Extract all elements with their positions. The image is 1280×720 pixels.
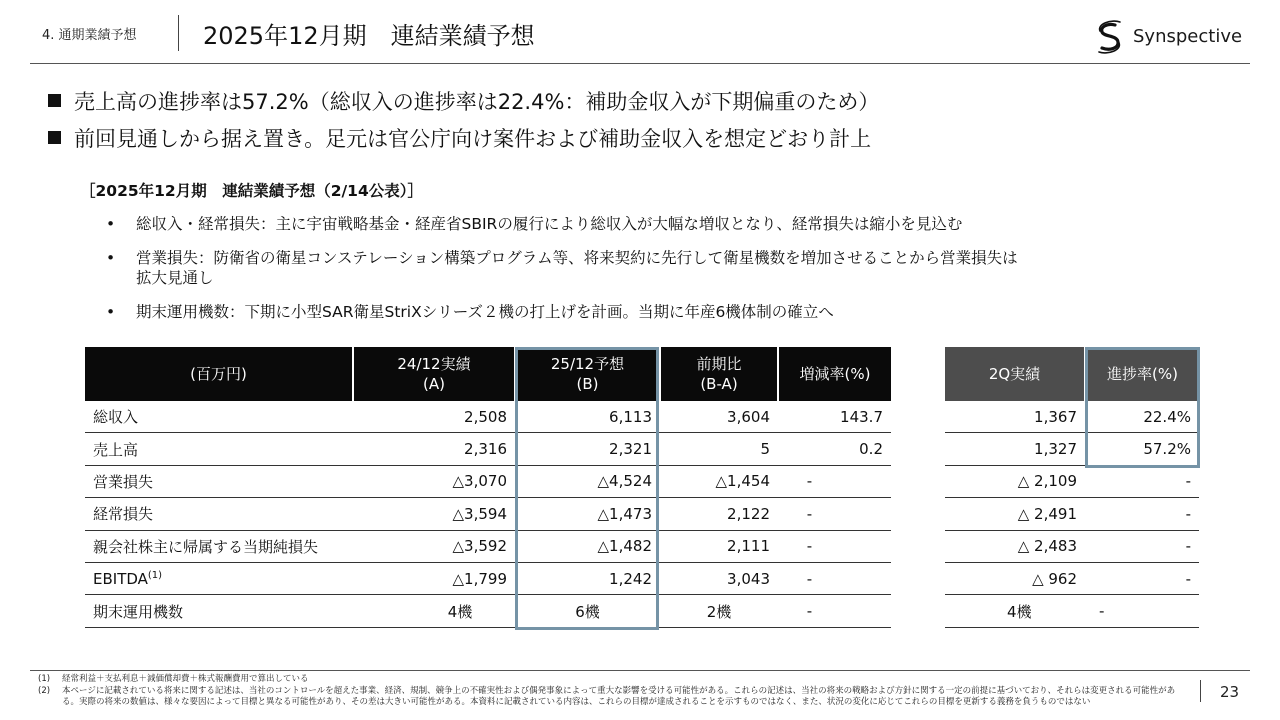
cell-forecast: 2,321 (515, 433, 660, 465)
row-label: 総収入 (85, 401, 353, 433)
page-number: 23 (1220, 683, 1240, 701)
cell-progress: - (1085, 562, 1199, 594)
cell-q2: △ 2,491 (945, 498, 1085, 530)
page-title: 2025年12月期 連結業績予想 (203, 22, 535, 50)
forecast-table (85, 347, 891, 628)
row-label: 期末運用機数 (85, 595, 353, 627)
table-row (85, 433, 891, 465)
table-row (85, 465, 891, 497)
header-forecast-line1: 25/12予想 (550, 355, 625, 373)
main-bullet (48, 123, 871, 153)
cell-q2: 1,367 (945, 401, 1085, 433)
cell-actual: 4機 (353, 595, 515, 627)
cell-progress: - (1085, 465, 1199, 497)
table-header-row (85, 347, 891, 401)
bullet-dot-icon: • (106, 249, 116, 267)
footnote-number: (1) (38, 674, 51, 684)
header-unit: (百万円) (85, 347, 353, 401)
progress-highlight-frame (1085, 347, 1200, 468)
forecast-highlight-frame (515, 347, 659, 630)
row-label (85, 562, 353, 594)
main-bullet (48, 86, 879, 116)
header-yoy-line2: (B-A) (700, 375, 738, 393)
cell-forecast: △1,482 (515, 530, 660, 562)
cell-q2: △ 962 (945, 562, 1085, 594)
cell-forecast: 6,113 (515, 401, 660, 433)
header-yoy (660, 347, 778, 401)
cell-yoy: 2機 (660, 595, 778, 627)
header-rate: 増減率(%) (778, 347, 891, 401)
header-actual (353, 347, 515, 401)
cell-q2: △ 2,109 (945, 465, 1085, 497)
cell-forecast: △1,473 (515, 498, 660, 530)
table-row (945, 595, 1199, 627)
cell-forecast: 1,242 (515, 562, 660, 594)
footer-divider (1200, 680, 1201, 702)
header-rule (30, 63, 1250, 64)
sub-bullet-text: 期末運用機数：下期に小型SAR衛星StriXシリーズ２機の打上げを計画。当期に年産6機体制の確立へ (136, 303, 834, 321)
cell-progress: - (1085, 530, 1199, 562)
cell-rate: 143.7 (778, 401, 891, 433)
table-row (85, 562, 891, 594)
row-label-text: EBITDA (93, 569, 148, 588)
cell-forecast: 6機 (515, 595, 660, 627)
footer-rule (30, 670, 1250, 671)
cell-rate: 0.2 (778, 433, 891, 465)
company-logo (1093, 20, 1243, 54)
cell-progress: 57.2% (1085, 433, 1199, 465)
cell-progress: - (1085, 498, 1199, 530)
cell-progress: 22.4% (1085, 401, 1199, 433)
cell-q2: 1,327 (945, 433, 1085, 465)
cell-yoy: 2,111 (660, 530, 778, 562)
footnote-number: (2) (38, 686, 51, 696)
header-yoy-line1: 前期比 (696, 355, 742, 373)
cell-q2: 4機 (945, 595, 1085, 627)
row-label: 営業損失 (85, 465, 353, 497)
sub-bullet-text: 総収入・経常損失：主に宇宙戦略基金・経産省SBIRの履行により総収入が大幅な増収となり、経常損失は縮小を見込む (136, 215, 963, 233)
cell-actual: △3,592 (353, 530, 515, 562)
table-row (85, 498, 891, 530)
section-label: 4. 通期業績予想 (42, 28, 137, 43)
cell-actual: △1,799 (353, 562, 515, 594)
cell-actual: 2,316 (353, 433, 515, 465)
cell-rate: - (778, 530, 891, 562)
header-actual-line1: 24/12実績 (397, 355, 471, 373)
logo-text: Synspective (1133, 26, 1243, 47)
cell-progress: - (1085, 595, 1199, 627)
table-row (945, 530, 1199, 562)
sub-bullet-text-continued: 拡大見通し (136, 269, 214, 287)
table-row (85, 595, 891, 627)
cell-actual: 2,508 (353, 401, 515, 433)
footnote-ref: (1) (147, 569, 163, 581)
cell-rate: - (778, 595, 891, 627)
table-row (85, 530, 891, 562)
cell-forecast: △4,524 (515, 465, 660, 497)
sub-bullet-text: 営業損失：防衛省の衛星コンステレーション構築プログラム等、将来契約に先行して衛星機数を増加させることから営業損失は (136, 249, 1018, 267)
cell-rate: - (778, 465, 891, 497)
square-bullet-icon (48, 94, 61, 107)
cell-rate: - (778, 498, 891, 530)
cell-yoy: △1,454 (660, 465, 778, 497)
cell-yoy: 5 (660, 433, 778, 465)
square-bullet-icon (48, 131, 61, 144)
cell-actual: △3,594 (353, 498, 515, 530)
cell-yoy: 3,604 (660, 401, 778, 433)
header-actual-line2: (A) (423, 375, 445, 393)
table-row (945, 498, 1199, 530)
table-row (945, 465, 1199, 497)
bullet-dot-icon: • (106, 215, 116, 233)
footnote-text: 経常利益＋支払利息＋減価償却費＋株式報酬費用で算出している (62, 674, 309, 684)
cell-q2: △ 2,483 (945, 530, 1085, 562)
cell-yoy: 2,122 (660, 498, 778, 530)
cell-yoy: 3,043 (660, 562, 778, 594)
cell-rate: - (778, 562, 891, 594)
header-divider (178, 15, 179, 51)
header-q2-actual: 2Q実績 (945, 347, 1085, 401)
header-progress: 進捗率(%) (1085, 347, 1199, 401)
row-label: 売上高 (85, 433, 353, 465)
main-bullet-text: 売上高の進捗率は57.2%（総収入の進捗率は22.4%：補助金収入が下期偏重のため） (74, 90, 880, 114)
row-label: 親会社株主に帰属する当期純損失 (85, 530, 353, 562)
row-label: 経常損失 (85, 498, 353, 530)
table-row (85, 401, 891, 433)
bullet-dot-icon: • (106, 303, 116, 321)
forecast-subheading: ［2025年12月期 連結業績予想（2/14公表）］ (80, 182, 423, 200)
header-forecast-line2: (B) (576, 375, 599, 393)
footnote-text: 本ページに記載されている将来に関する記述は、当社のコントロールを超えた事業、経済、規制、競争上の不確実性および偶発事象によって重大な影響を受ける可能性がある。これらの記述は、当社の将来の戦略および方針に関する一定の前提に基づいており、それらは変更される可能性がある。実際の将来の数値は、様々な要因によって目標と異なる可能性があり、その差は大きい可能性がある。本資料に記載されている内容は、これらの目標が達成されることを示すものではなく、また、状況の変化に応じてこれらの目標を更新する義務を負うものではない (62, 686, 1176, 707)
table-row (945, 562, 1199, 594)
main-bullet-text: 前回見通しから据え置き。足元は官公庁向け案件および補助金収入を想定どおり計上 (74, 127, 872, 151)
cell-actual: △3,070 (353, 465, 515, 497)
synspective-logo-icon (1093, 20, 1127, 54)
